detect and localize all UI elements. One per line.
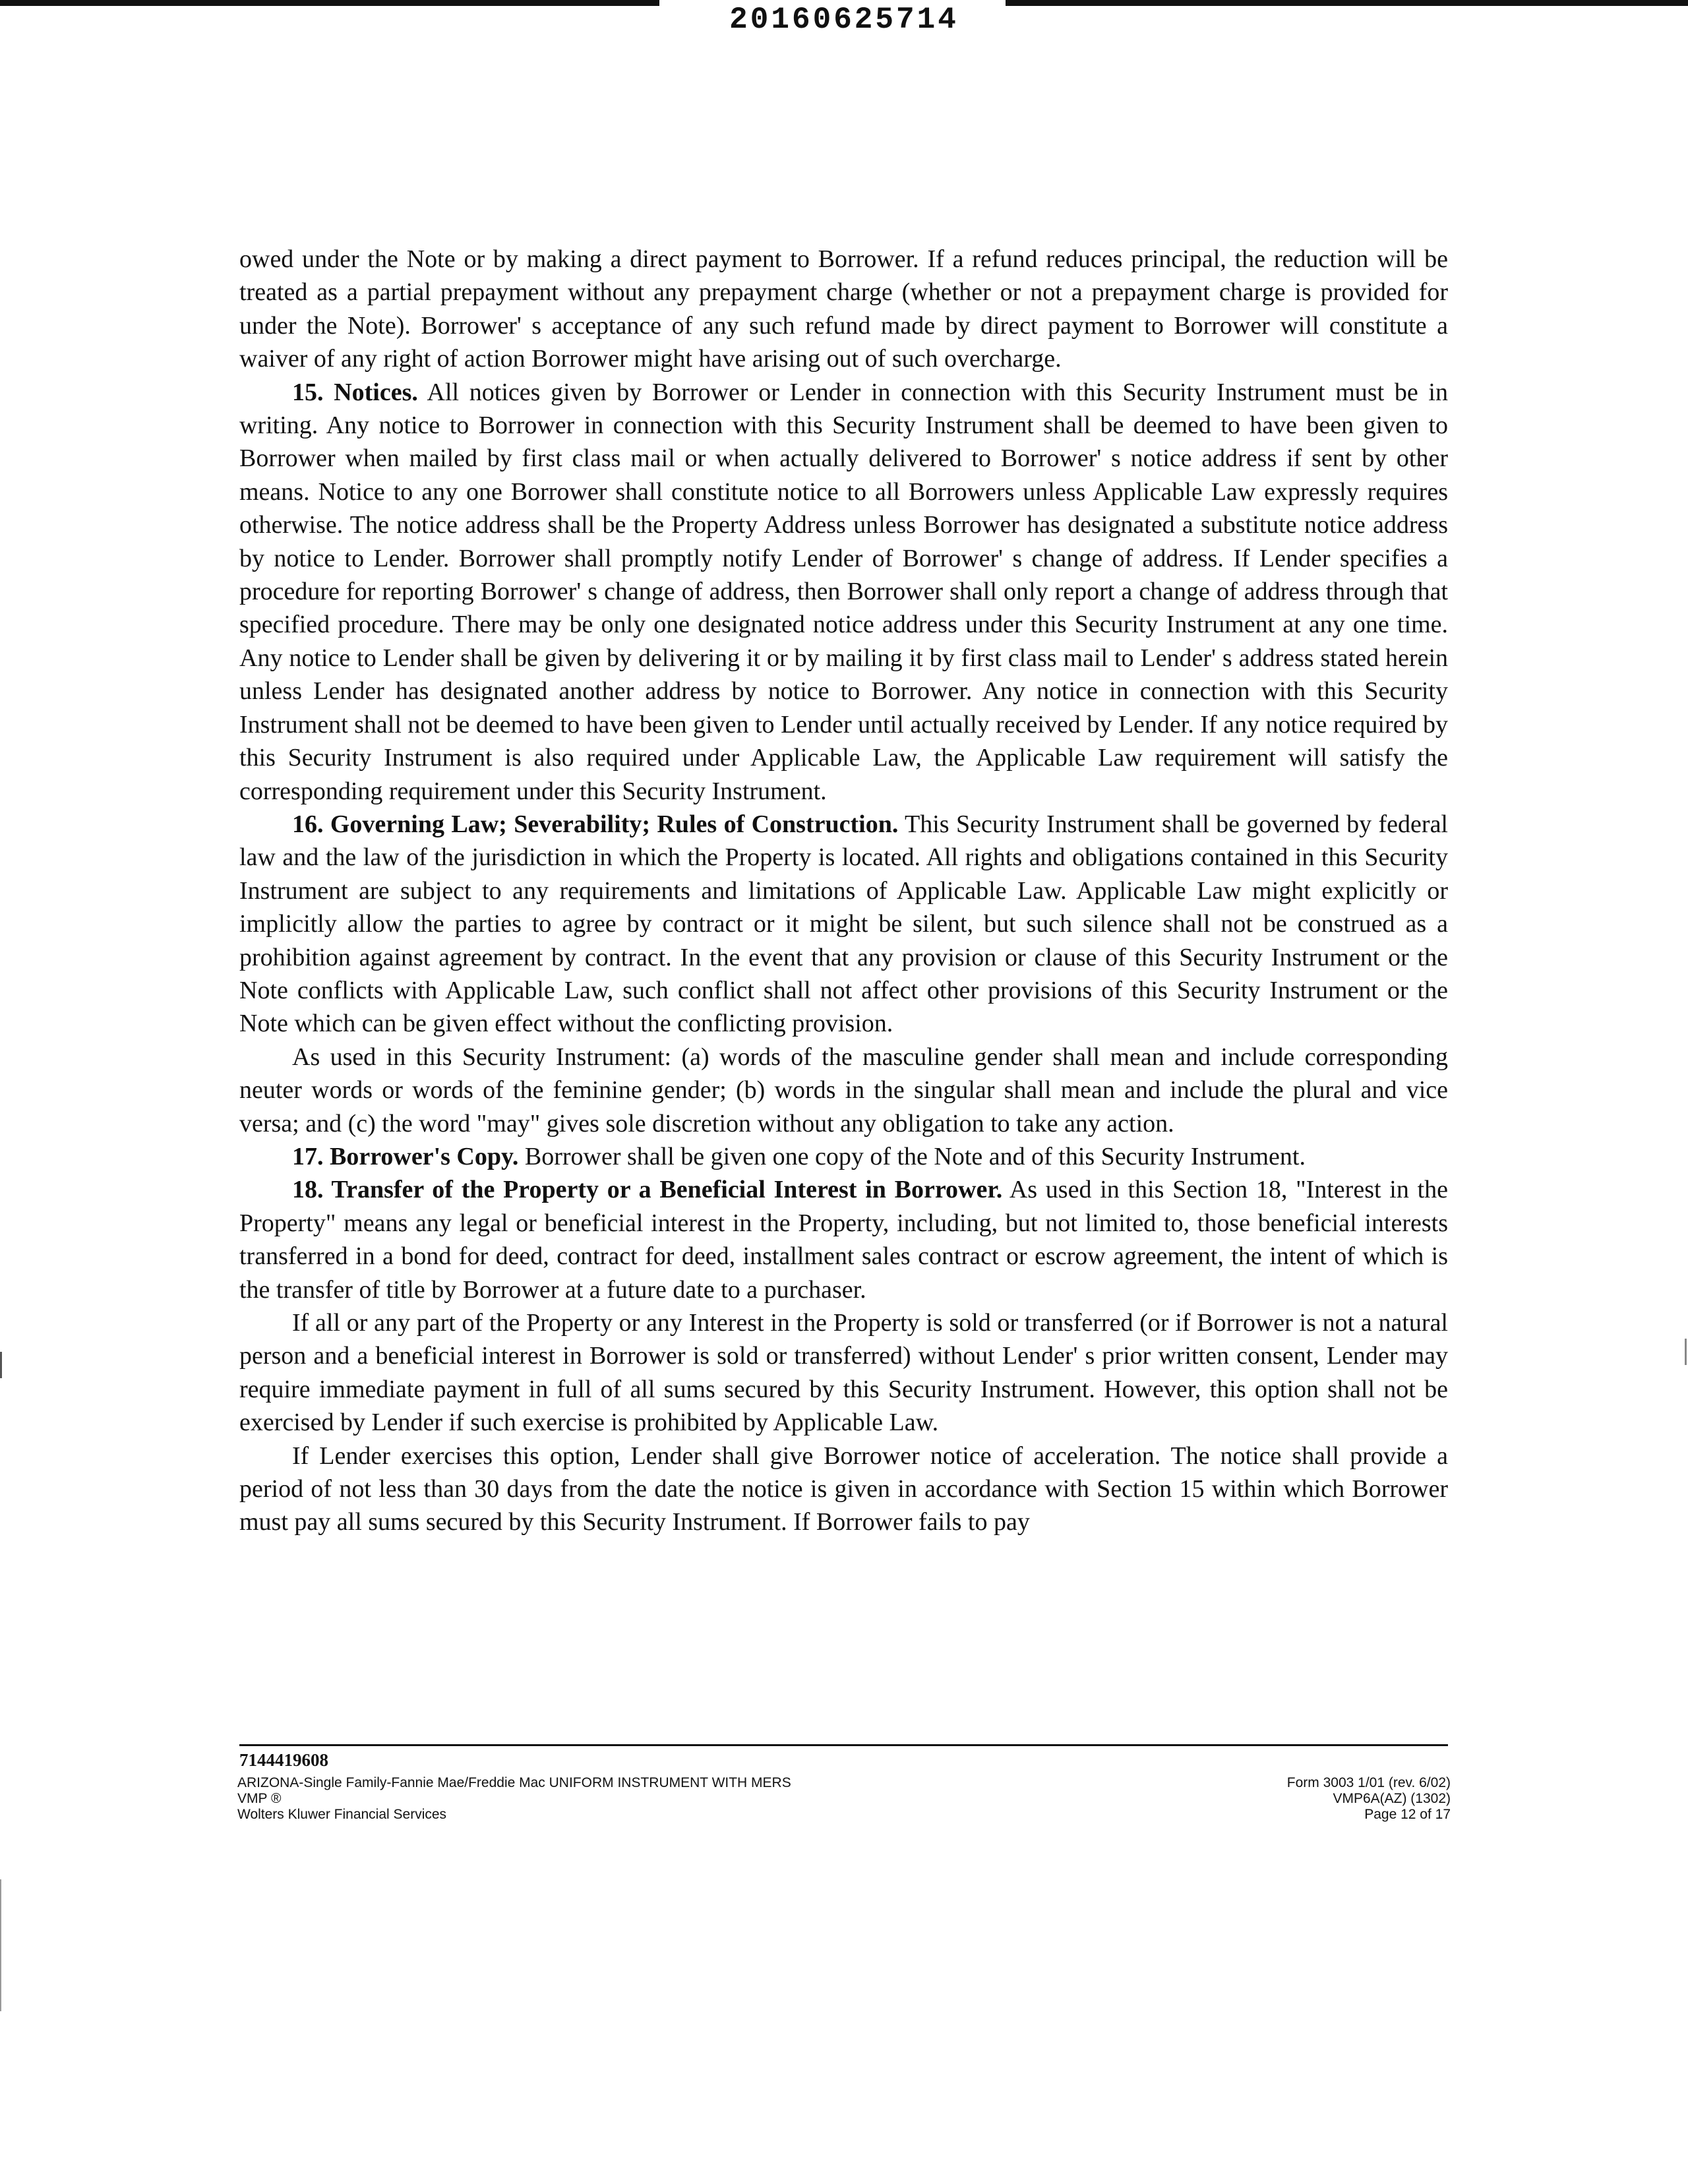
paragraph-refund-continuation: owed under the Note or by making a direct payment to Borrower. If a refund reduces principal, the reduction will be treated as a partial prepayment without any prepayment charge (whether or not a prepayment charge is provided for under the Note). Borrower' s acceptance of any such refund made by direct payment to Borrower will constitute a waiver of any right of action Borrower might have arising out of such overcharge. [239,245,1448,373]
section-18-transfer [239,1173,1448,1306]
footer-divider [239,1744,1448,1746]
section-17-heading: 17. Borrower's Copy. [292,1142,519,1170]
left-edge-line [0,1879,1,2011]
form-number: Form 3003 1/01 (rev. 6/02) [1286,1775,1451,1790]
section-15-heading: 15. Notices. [292,378,418,406]
form-title: ARIZONA-Single Family-Fannie Mae/Freddie Mac UNIFORM INSTRUMENT WITH MERS [237,1775,791,1790]
document-number: 20160625714 [729,3,959,37]
section-15-text: All notices given by Borrower or Lender in connection with this Security Instrument must be in writing. Any notice to Borrower in connection with this Security Instrument shall be deemed to have been given to Borrower when mailed by first class mail or when actually delivered to Borrower' s notice address if sent by other means. Notice to any one Borrower shall constitute notice to all Borrowers unless Applicable Law expressly requires otherwise. The notice address shall be the Property Address unless Borrower has designated a substitute notice address by notice to Lender. Borrower shall promptly notify Lender of Borrower' s change of address. If Lender specifies a procedure for reporting Borrower' s change of address, then Borrower shall only report a change of address through that specified procedure. There may be only one designated notice address under this Security Instrument at any one time. Any notice to Lender shall be given by delivering it or by mailing it by first class mail to Lender' s address stated herein unless Lender has designated another address by notice to Borrower. Any notice in connection with this Security Instrument shall not be deemed to have been given to Lender until actually received by Lender. If any notice required by this Security Instrument is also required under Applicable Law, the Applicable Law requirement will satisfy the corresponding requirement under this Security Instrument. [239,378,1448,805]
document-body [239,243,1448,1539]
section-18-paragraph-2: If all or any part of the Property or any Interest in the Property is sold or transferred (or if Borrower is not a natural person and a beneficial interest in Borrower is sold or transferred) without Lender' s prior written consent, Lender may require immediate payment in full of all sums secured by this Security Instrument. However, this option shall not be exercised by Lender if such exercise is prohibited by Applicable Law. [239,1309,1448,1437]
publisher: Wolters Kluwer Financial Services [237,1807,447,1822]
section-18-paragraph-3: If Lender exercises this option, Lender shall give Borrower notice of acceleration. The notice shall provide a period of not less than 30 days from the date the notice is given in accordance with Section 15 within which Borrower must pay all sums secured by this Security Instrument. If Borrower fails to pay [239,1441,1448,1536]
form-code: VMP6A(AZ) (1302) [1333,1791,1451,1806]
section-18-text: As used in this Section 18, "Interest in the Property" means any legal or beneficial interest in the Property, including, but not limited to, those beneficial interests transferred in a bond for deed, contract for deed, installment sales contract or escrow agreement, the intent of which is the transfer of title by Borrower at a future date to a purchaser. [239,1176,1448,1304]
page-number: Page 12 of 17 [1364,1807,1451,1822]
left-edge-mark [0,1352,2,1378]
section-18-heading: 18. Transfer of the Property or a Beneficial Interest in Borrower. [292,1176,1003,1204]
section-16-heading: 16. Governing Law; Severability; Rules of Construction. [292,810,899,838]
footer-left-block [237,1775,791,1823]
section-17-text: Borrower shall be given one copy of the Note and of this Security Instrument. [518,1142,1306,1170]
section-16-text: This Security Instrument shall be governed by federal law and the law of the jurisdiction in which the Property is located. All rights and obligations contained in this Security Instrument are subject to any requirements and limitations of Applicable Law. Applicable Law might explicitly or implicitly allow the parties to agree by contract or it might be silent, but such silence shall not be construed as a prohibition against agreement by contract. In the event that any provision or clause of this Security Instrument or the Note conflicts with Applicable Law, such conflict shall not affect other provisions of this Security Instrument or the Note which can be given effect without the conflicting provision. [239,810,1448,1038]
section-17-borrowers-copy [239,1140,1448,1173]
right-edge-mark [1685,1339,1687,1365]
section-16-paragraph-2: As used in this Security Instrument: (a) words of the masculine gender shall mean and include corresponding neuter words or words of the feminine gender; (b) words in the singular shall mean and include the plural and vice versa; and (c) the word "may" gives sole discretion without any obligation to take any action. [239,1043,1448,1138]
section-15-notices [239,376,1448,808]
vmp-mark: VMP ® [237,1791,282,1806]
footer-right-block [1287,1775,1451,1823]
loan-number: 7144419608 [239,1750,328,1770]
section-16-governing-law [239,808,1448,1041]
